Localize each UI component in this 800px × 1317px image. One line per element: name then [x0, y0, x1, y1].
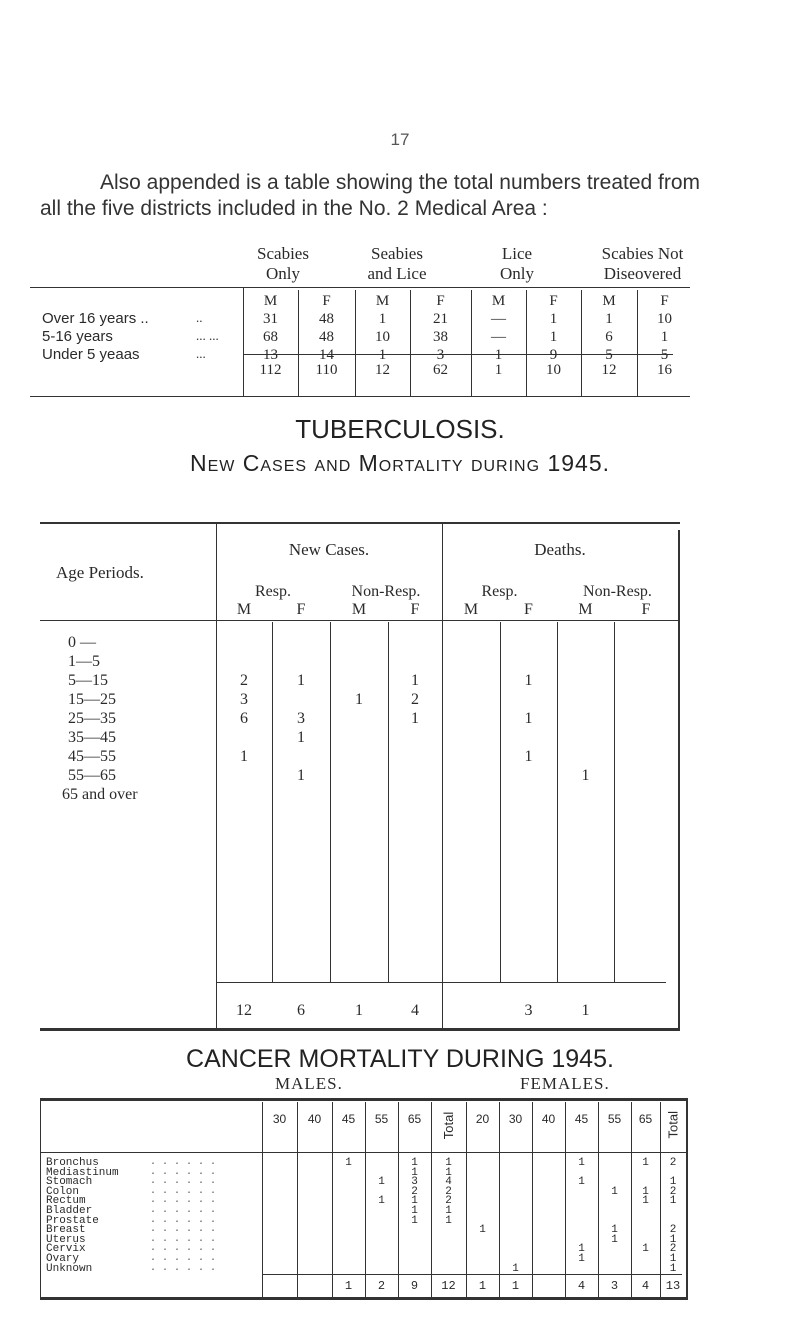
total-cell: 110: [315, 362, 338, 378]
total-cell: 4: [577, 1279, 586, 1293]
table-cell: 1: [524, 710, 533, 727]
table-cell: 1: [669, 1253, 677, 1265]
total-cell: 1: [355, 1002, 363, 1019]
table-cell: 1: [355, 691, 363, 708]
table-rule: [532, 1102, 533, 1298]
table-cell: 1: [297, 672, 305, 689]
table-cell: 6: [605, 329, 613, 345]
total-cell: 1: [511, 1279, 520, 1293]
total-cell: 9: [410, 1279, 419, 1293]
total-cell: 3: [524, 1002, 533, 1019]
table-cell: 1: [669, 1233, 677, 1246]
age-period: 5—15: [68, 672, 108, 689]
deaths-header: Deaths.: [534, 540, 586, 559]
row-label: Over 16 years ..: [42, 310, 149, 327]
table-rule: [565, 1102, 566, 1298]
table-cell: 48: [319, 329, 334, 345]
table-cell: 2: [669, 1157, 677, 1169]
group-header: [575, 244, 710, 284]
table-cell: 3: [411, 1176, 418, 1189]
column-header: M: [375, 293, 390, 309]
table-cell: 1: [411, 1157, 418, 1169]
cancer-site-label: Bronchus: [46, 1157, 99, 1169]
total-cell: 2: [377, 1279, 386, 1293]
table-rule: [466, 1102, 467, 1298]
row-leader-dots: . . . . . .: [150, 1157, 217, 1168]
row-leader-dots: ..: [196, 310, 203, 325]
table-cell: 3: [297, 710, 305, 727]
age-period: 45—55: [68, 748, 116, 765]
group-header: [228, 244, 338, 284]
row-leader-dots: . . . . . .: [150, 1185, 217, 1197]
total-cell: 1: [344, 1279, 353, 1293]
intro-line-2: all the five districts included in the No. 2 Medical Area :: [40, 197, 548, 220]
age-period: 15—25: [68, 691, 116, 708]
total-cell: 12: [375, 362, 390, 378]
column-header: M: [578, 601, 593, 618]
table-cell: 1: [411, 1166, 418, 1179]
group-header-line1: Scabies: [257, 244, 309, 263]
total-cell: 16: [657, 362, 672, 378]
table-cell: 1: [611, 1233, 618, 1246]
table-cell: 2: [411, 1185, 418, 1198]
table-cell: 5: [660, 347, 669, 363]
table-cell: 1: [578, 1157, 585, 1169]
column-header: 55: [374, 1112, 389, 1126]
cancer-site-label: Colon: [46, 1185, 80, 1198]
total-cell: 6: [297, 1002, 305, 1019]
table-cell: 2: [240, 672, 248, 689]
cancer-site-label: Stomach: [46, 1176, 93, 1189]
row-leader-dots: . . . . . .: [150, 1253, 217, 1264]
table-cell: 1: [524, 672, 533, 689]
table-rule: [262, 1102, 263, 1298]
column-header: M: [602, 293, 616, 309]
table-cell: 1: [411, 672, 419, 689]
table-rule: [686, 1100, 688, 1300]
table-cell: 14: [319, 347, 334, 363]
table-cell: 68: [263, 329, 278, 345]
group-header-line2: Diseovered: [603, 264, 682, 283]
age-period: 0 —: [68, 634, 96, 651]
table-cell: 1: [669, 1262, 677, 1275]
table-cell: 2: [669, 1243, 677, 1256]
table-cell: 1: [479, 1224, 486, 1237]
table-cell: 1: [549, 329, 558, 345]
cancer-site-label: Bladder: [46, 1205, 93, 1217]
table-cell: 31: [263, 311, 278, 327]
table-rule: [598, 1102, 599, 1298]
column-header: F: [410, 601, 420, 618]
table-cell: 1: [378, 1195, 385, 1208]
table-cell: 2: [669, 1185, 677, 1198]
table-cell: 1: [642, 1243, 649, 1256]
table-cell: 1: [297, 767, 305, 784]
row-label: 5-16 years: [42, 328, 113, 345]
row-leader-dots: . . . . . .: [150, 1166, 217, 1178]
age-period: 35—45: [68, 729, 116, 746]
total-cell: 112: [259, 362, 282, 378]
age-periods-header: Age Periods.: [56, 563, 144, 582]
table-rule: [40, 1297, 688, 1300]
group-header-line1: Scabies Not: [601, 244, 684, 263]
table-rule: [614, 622, 615, 982]
table-cell: 1: [445, 1166, 452, 1179]
age-period: 1—5: [68, 653, 100, 670]
table-cell: 1: [297, 729, 305, 746]
table-cell: 1: [611, 1224, 618, 1237]
total-cell: 3: [610, 1279, 619, 1293]
cancer-site-label: Cervix: [46, 1243, 86, 1256]
table-cell: 2: [669, 1224, 677, 1237]
group-header-line2: Only: [266, 264, 300, 283]
tb-title: TUBERCULOSIS.: [295, 414, 505, 444]
column-header: F: [322, 293, 331, 309]
table-cell: 1: [642, 1195, 649, 1208]
table-cell: 1: [578, 1253, 585, 1265]
age-period: 25—35: [68, 710, 116, 727]
table-rule: [262, 1274, 682, 1275]
age-period: 65 and over: [62, 786, 138, 803]
table-cell: 1: [549, 311, 558, 327]
table-rule: [40, 1098, 688, 1101]
table-cell: 1: [411, 1214, 418, 1227]
row-label: Under 5 yeaas: [42, 346, 140, 363]
column-header: 30: [272, 1112, 287, 1126]
non-resp-header: Non-Resp.: [583, 583, 652, 600]
table-cell: —: [491, 329, 506, 345]
column-header: 30: [508, 1112, 523, 1126]
table-cell: 1: [512, 1262, 519, 1275]
resp-header: Resp.: [255, 583, 291, 600]
total-cell: 12: [236, 1002, 252, 1019]
table-rule: [40, 522, 680, 524]
table-cell: 1: [494, 347, 503, 363]
row-leader-dots: . . . . . .: [150, 1195, 217, 1207]
table-cell: 1: [578, 1243, 585, 1256]
table-cell: 1: [578, 1176, 585, 1189]
table-cell: 21: [433, 311, 448, 327]
row-leader-dots: . . . . . .: [150, 1262, 217, 1274]
table-cell: 10: [657, 311, 672, 327]
total-cell: 12: [441, 1279, 456, 1293]
table-cell: 2: [411, 691, 419, 708]
intro-paragraph: [40, 170, 760, 222]
table-cell: 3: [240, 691, 248, 708]
row-leader-dots: . . . . . .: [150, 1243, 217, 1255]
intro-line-1: Also appended is a table showing the total numbers treated from: [100, 171, 701, 194]
table-rule: [40, 620, 680, 621]
table-cell: 1: [378, 1176, 385, 1189]
total-cell: 62: [433, 362, 448, 378]
table-rule: [40, 1100, 41, 1300]
age-period: 55—65: [68, 767, 116, 784]
column-header: M: [236, 601, 252, 618]
tb-subtitle: New Cases and Mortality during 1945.: [190, 450, 610, 476]
resp-header: Resp.: [481, 583, 518, 600]
cancer-site-label: Prostate: [46, 1214, 99, 1227]
row-leader-dots: ...: [196, 346, 206, 361]
table-cell: 1: [669, 1176, 677, 1189]
total-cell: 4: [411, 1002, 419, 1019]
group-header-line2: and Lice: [367, 264, 427, 283]
table-cell: 38: [433, 329, 448, 345]
group-header: [462, 244, 572, 284]
column-header: 55: [607, 1112, 622, 1126]
non-resp-header: Non-Resp.: [351, 583, 421, 600]
table-cell: 1: [411, 710, 419, 727]
table-cell: 48: [319, 311, 334, 327]
page-number: 17: [390, 130, 410, 149]
table-cell: 4: [445, 1176, 452, 1189]
row-leader-dots: . . . . . .: [150, 1224, 217, 1236]
column-header: 20: [475, 1112, 490, 1126]
cancer-site-label: Breast: [46, 1224, 86, 1237]
row-leader-dots: ... ...: [196, 328, 219, 343]
table-cell: 2: [445, 1185, 452, 1198]
table-cell: 13: [263, 347, 278, 363]
table-rule: [678, 530, 680, 1030]
column-header: 40: [541, 1112, 556, 1126]
column-header: Total: [441, 1111, 456, 1140]
column-header: F: [549, 293, 558, 309]
table-cell: 2: [445, 1195, 452, 1208]
table-cell: 9: [549, 347, 558, 363]
group-header-line2: Only: [500, 264, 534, 283]
table-cell: 1: [669, 1195, 677, 1208]
group-header-line1: Lice: [501, 244, 533, 263]
table-cell: 1: [445, 1205, 452, 1217]
table-cell: 1: [642, 1157, 649, 1169]
row-leader-dots: . . . . . .: [150, 1176, 217, 1188]
table-cell: 10: [375, 329, 390, 345]
table-rule: [330, 622, 331, 982]
table-cell: 1: [411, 1205, 418, 1217]
column-header: 40: [307, 1112, 322, 1126]
table-cell: 6: [240, 710, 248, 727]
total-cell: 1: [581, 1002, 590, 1019]
column-header: M: [491, 293, 506, 309]
cancer-site-label: Ovary: [46, 1253, 80, 1265]
column-header: M: [463, 601, 479, 618]
table-rule: [30, 287, 690, 288]
table-cell: 1: [240, 748, 248, 765]
column-header: 45: [341, 1112, 356, 1126]
group-header-line1: Seabies: [371, 244, 423, 263]
table-cell: —: [491, 311, 506, 327]
group-header: [342, 244, 452, 284]
new-cases-header: New Cases.: [288, 540, 370, 559]
column-header: M: [351, 601, 367, 618]
row-leader-dots: . . . . . .: [150, 1214, 217, 1226]
table-cell: 5: [605, 347, 613, 363]
column-header: F: [436, 293, 445, 309]
column-header: 65: [638, 1112, 653, 1126]
table-cell: 1: [411, 1195, 418, 1208]
row-leader-dots: . . . . . .: [150, 1233, 217, 1245]
table-rule: [297, 1102, 298, 1298]
cancer-site-label: Unknown: [46, 1262, 93, 1275]
table-cell: 1: [642, 1185, 649, 1198]
table-rule: [332, 1102, 333, 1298]
column-header: F: [524, 601, 533, 618]
cancer-site-label: Rectum: [46, 1195, 86, 1208]
cancer-title: CANCER MORTALITY DURING 1945.: [186, 1045, 614, 1073]
cancer-site-label: Mediastinum: [46, 1166, 119, 1179]
column-header: Total: [665, 1111, 681, 1139]
column-header: M: [263, 293, 278, 309]
males-header: MALES.: [275, 1074, 343, 1093]
table-rule: [557, 622, 558, 982]
table-cell: 1: [445, 1214, 452, 1227]
table-cell: 3: [436, 347, 445, 363]
total-cell: 1: [478, 1279, 487, 1293]
table-cell: 1: [345, 1157, 352, 1169]
table-cell: 1: [581, 767, 590, 784]
table-rule: [40, 1028, 680, 1031]
table-cell: 1: [605, 311, 613, 327]
table-cell: 1: [445, 1157, 452, 1169]
column-header: F: [641, 601, 651, 618]
table-rule: [30, 396, 690, 397]
females-header: FEMALES.: [520, 1074, 610, 1093]
total-cell: 4: [641, 1279, 650, 1293]
column-header: F: [660, 293, 669, 309]
column-header: 45: [574, 1112, 589, 1126]
table-rule: [40, 1152, 688, 1153]
total-cell: 10: [546, 362, 561, 378]
table-cell: 1: [660, 329, 669, 345]
table-rule: [216, 982, 666, 983]
table-cell: 1: [378, 347, 387, 363]
table-cell: 1: [611, 1185, 618, 1198]
total-cell: 12: [601, 362, 617, 378]
column-header: 65: [407, 1112, 422, 1126]
table-cell: 1: [378, 311, 387, 327]
table-cell: 1: [524, 748, 533, 765]
column-header: F: [296, 601, 306, 618]
total-cell: 13: [665, 1279, 681, 1293]
cancer-site-label: Uterus: [46, 1233, 86, 1246]
row-leader-dots: . . . . . .: [150, 1205, 217, 1216]
total-cell: 1: [494, 362, 503, 378]
